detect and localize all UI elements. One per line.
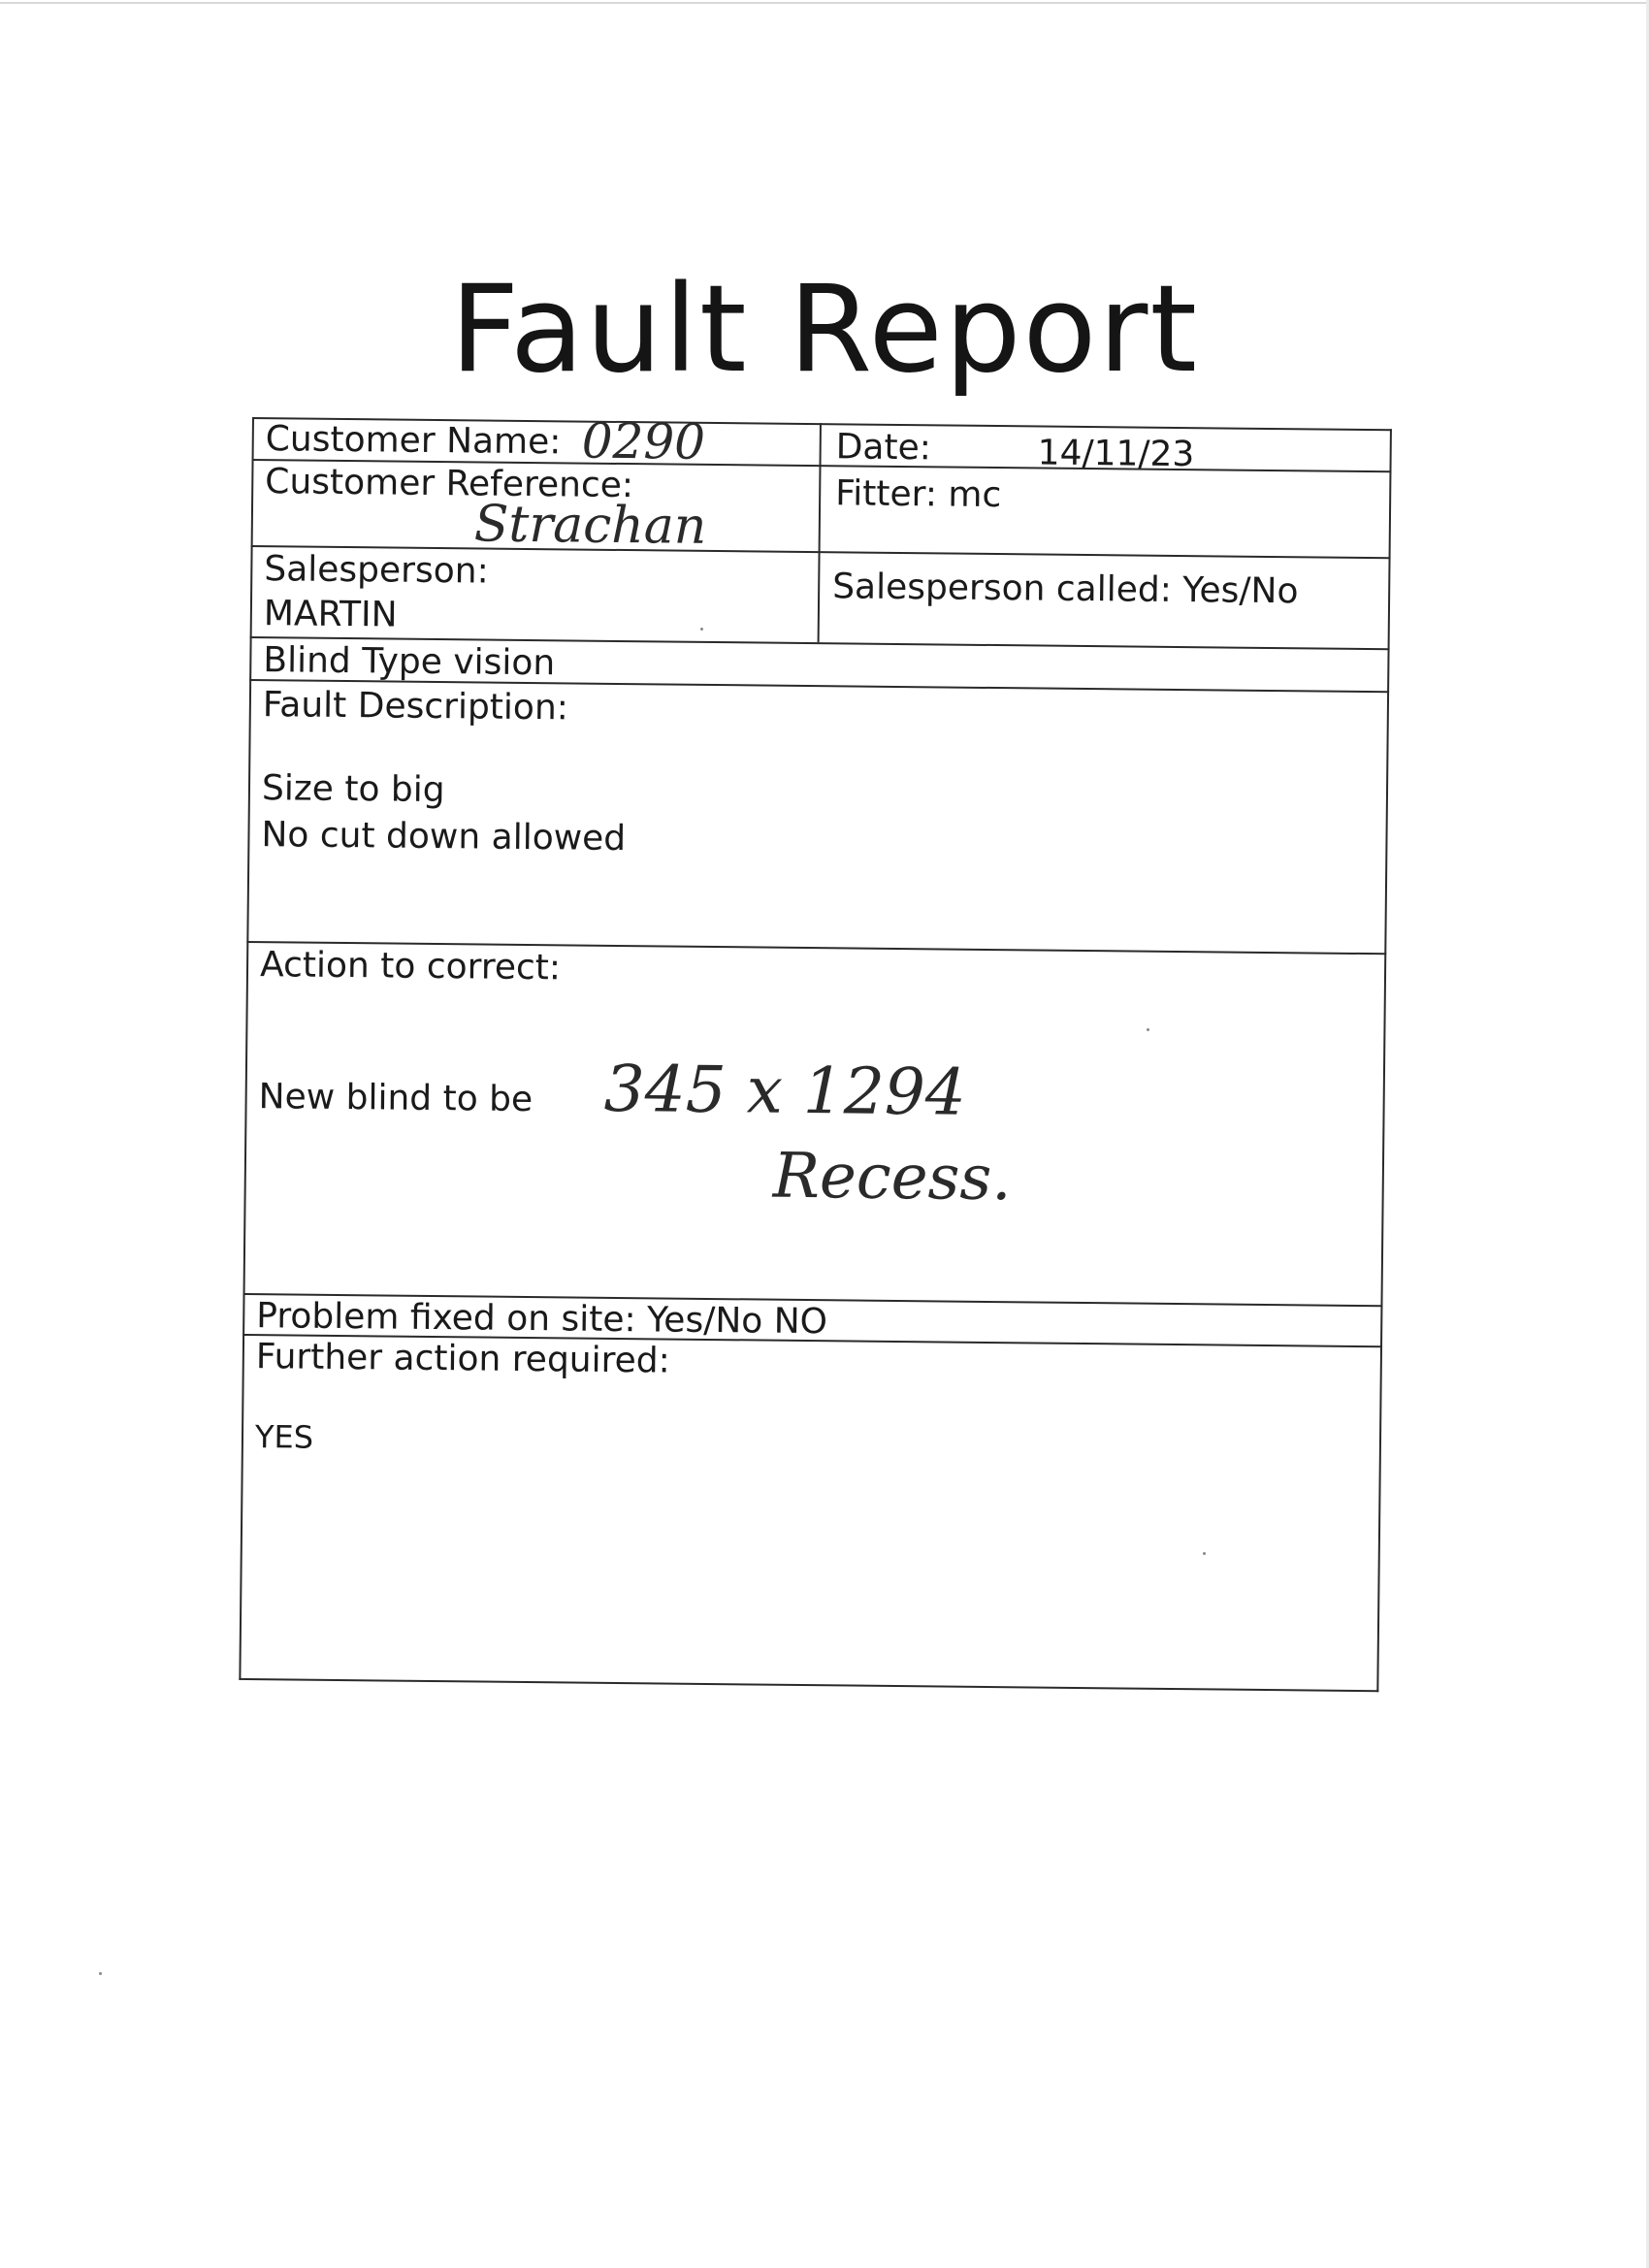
date-value: 14/11/23 [1037, 433, 1195, 475]
fault-description-line-1: Size to big [261, 768, 445, 811]
customer-reference-value: Strachan [473, 495, 707, 556]
date-label: Date: [835, 427, 932, 469]
page-title: Fault Report [449, 260, 1200, 400]
action-size-value: 345 x 1294 [603, 1051, 967, 1130]
further-action-label: Further action required: [255, 1337, 670, 1381]
fault-report-form [239, 412, 1392, 1692]
action-note-value: Recess. [772, 1140, 1013, 1215]
customer-reference-label: Customer Reference: [265, 462, 634, 506]
scan-speck [99, 1972, 102, 1975]
salesperson-value: MARTIN [263, 594, 398, 635]
row-divider-fitter [819, 551, 1391, 559]
scan-speck [700, 628, 703, 631]
customer-name-value: 0290 [581, 412, 706, 470]
form-border-bottom [239, 1678, 1378, 1692]
form-border-right [1376, 429, 1392, 1692]
fitter-label: Fitter: mc [834, 473, 1002, 516]
scan-speck [1147, 1028, 1149, 1031]
form-border-left [239, 417, 254, 1680]
action-label: Action to correct: [259, 945, 562, 988]
scan-speck [1203, 1552, 1206, 1555]
customer-name-label: Customer Name: [265, 419, 562, 463]
fault-description-line-2: No cut down allowed [261, 815, 627, 859]
scan-top-edge [0, 2, 1649, 4]
salesperson-label: Salesperson: [264, 549, 489, 592]
action-lead-text: New blind to be [258, 1077, 534, 1120]
salesperson-called-label: Salesperson called: Yes/No [831, 567, 1299, 612]
fault-description-label: Fault Description: [262, 685, 569, 729]
problem-fixed-label: Problem fixed on site: Yes/No NO [256, 1296, 828, 1343]
further-action-value: YES [254, 1418, 314, 1456]
header-column-divider [818, 423, 822, 642]
blind-type-label: Blind Type vision [263, 640, 556, 684]
